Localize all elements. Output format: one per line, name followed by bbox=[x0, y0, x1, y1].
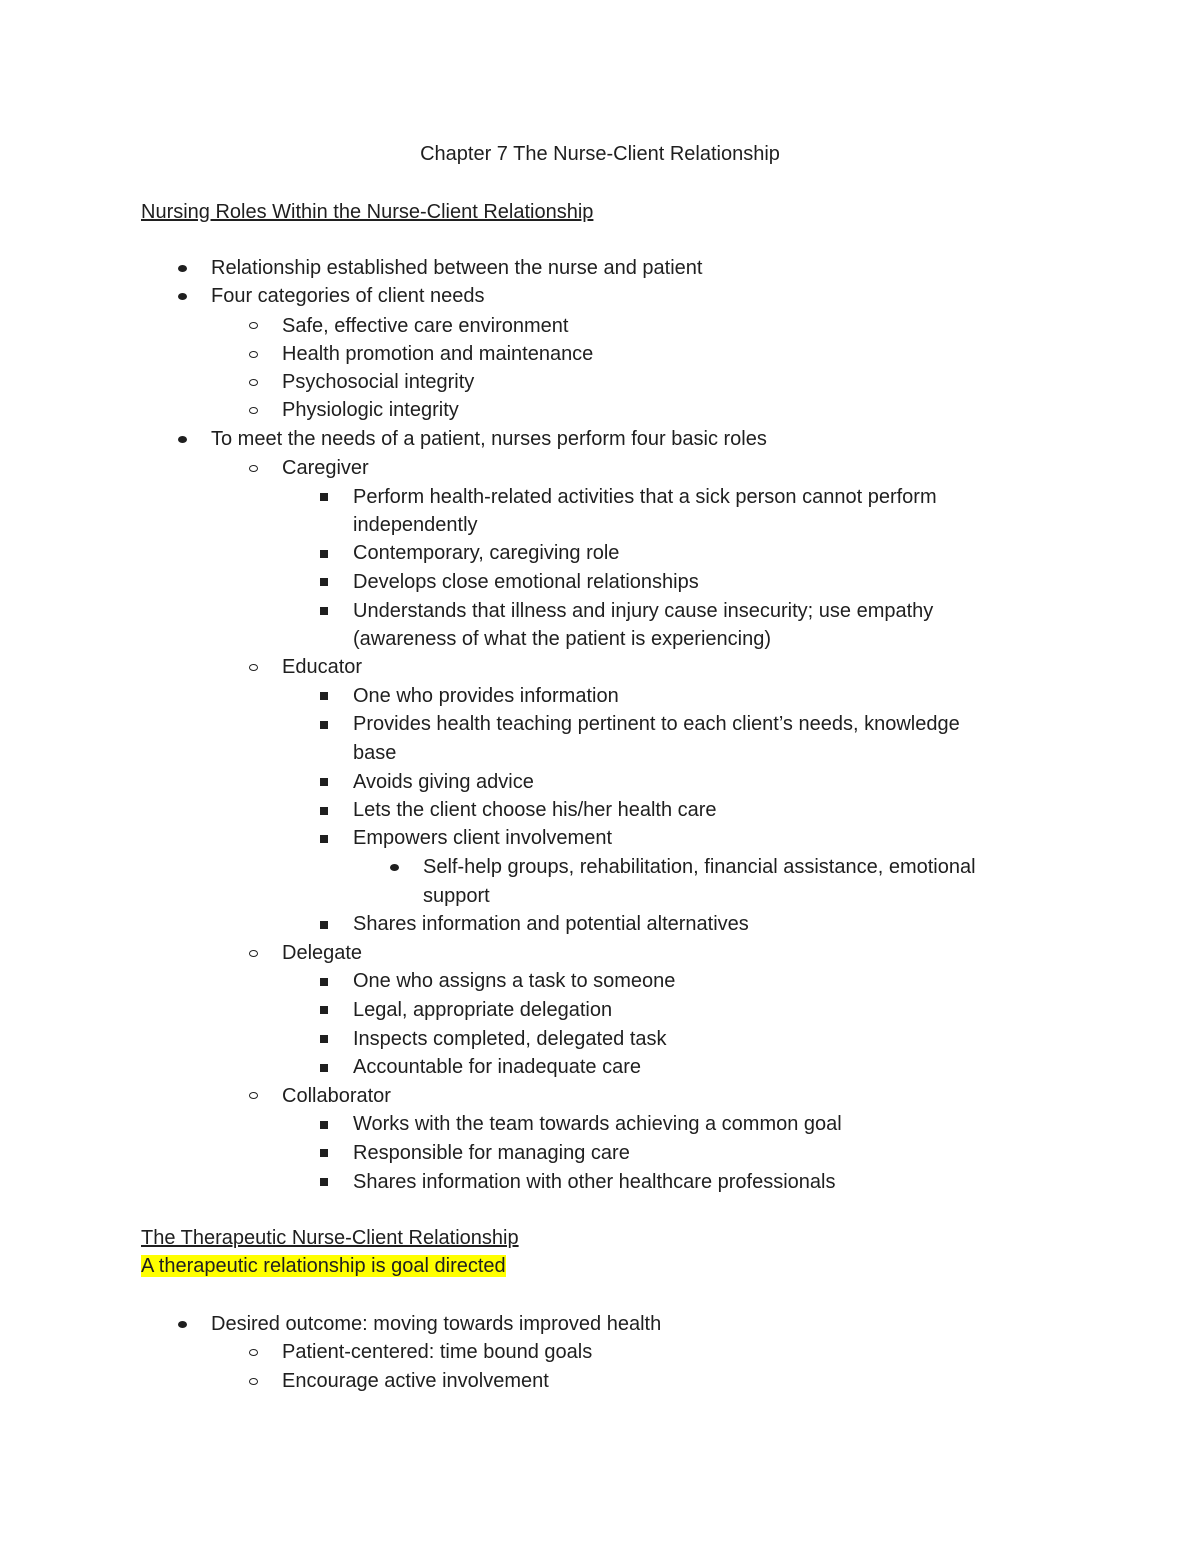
bullet-dot-icon bbox=[178, 436, 187, 443]
bullet-square-icon bbox=[320, 1178, 328, 1186]
bullet-square-icon bbox=[320, 578, 328, 586]
list-item: Patient-centered: time bound goals bbox=[282, 1341, 593, 1363]
bullet-square-icon bbox=[320, 692, 328, 700]
page-title: Chapter 7 The Nurse-Client Relationship bbox=[420, 143, 780, 165]
list-item-continuation: independently bbox=[353, 514, 478, 536]
list-item: Relationship established between the nurse and patient bbox=[211, 257, 703, 279]
highlighted-statement: A therapeutic relationship is goal directed bbox=[141, 1255, 506, 1277]
highlight-line bbox=[141, 1254, 506, 1278]
list-item: Understands that illness and injury cause insecurity; use empathy bbox=[353, 600, 934, 622]
bullet-circle-icon bbox=[249, 1378, 258, 1385]
list-item: Works with the team towards achieving a common goal bbox=[353, 1113, 842, 1135]
list-item: Self-help groups, rehabilitation, financial assistance, emotional bbox=[423, 856, 976, 878]
list-item: Legal, appropriate delegation bbox=[353, 999, 613, 1021]
role-delegate: Delegate bbox=[282, 942, 363, 964]
bullet-square-icon bbox=[320, 807, 328, 815]
list-item: One who assigns a task to someone bbox=[353, 970, 676, 992]
list-item: Contemporary, caregiving role bbox=[353, 542, 620, 564]
bullet-dot-icon bbox=[390, 864, 399, 871]
bullet-circle-icon bbox=[249, 1092, 258, 1099]
bullet-circle-icon bbox=[249, 465, 258, 472]
list-item: Inspects completed, delegated task bbox=[353, 1028, 667, 1050]
role-caregiver: Caregiver bbox=[282, 457, 369, 479]
bullet-square-icon bbox=[320, 1006, 328, 1014]
list-item: Desired outcome: moving towards improved health bbox=[211, 1313, 662, 1335]
list-item: To meet the needs of a patient, nurses perform four basic roles bbox=[211, 428, 767, 450]
section-heading-therapeutic: The Therapeutic Nurse-Client Relationship bbox=[141, 1227, 519, 1249]
list-item: Empowers client involvement bbox=[353, 827, 612, 849]
list-item: Health promotion and maintenance bbox=[282, 343, 594, 365]
bullet-square-icon bbox=[320, 978, 328, 986]
list-item: Perform health-related activities that a sick person cannot perform bbox=[353, 486, 937, 508]
bullet-square-icon bbox=[320, 1064, 328, 1072]
list-item: One who provides information bbox=[353, 685, 619, 707]
list-item-continuation: base bbox=[353, 742, 397, 764]
bullet-square-icon bbox=[320, 550, 328, 558]
bullet-square-icon bbox=[320, 493, 328, 501]
bullet-dot-icon bbox=[178, 1321, 187, 1328]
bullet-dot-icon bbox=[178, 293, 187, 300]
bullet-circle-icon bbox=[249, 1349, 258, 1356]
role-collaborator: Collaborator bbox=[282, 1085, 391, 1107]
list-item-continuation: (awareness of what the patient is experiencing) bbox=[353, 628, 772, 650]
bullet-circle-icon bbox=[249, 322, 258, 329]
list-item: Shares information with other healthcare professionals bbox=[353, 1171, 836, 1193]
list-item: Responsible for managing care bbox=[353, 1142, 630, 1164]
bullet-circle-icon bbox=[249, 950, 258, 957]
list-item-continuation: support bbox=[423, 885, 490, 907]
list-item: Safe, effective care environment bbox=[282, 315, 569, 337]
bullet-square-icon bbox=[320, 835, 328, 843]
bullet-square-icon bbox=[320, 721, 328, 729]
bullet-dot-icon bbox=[178, 265, 187, 272]
bullet-square-icon bbox=[320, 1121, 328, 1129]
bullet-square-icon bbox=[320, 607, 328, 615]
bullet-circle-icon bbox=[249, 664, 258, 671]
list-item: Avoids giving advice bbox=[353, 771, 534, 793]
bullet-square-icon bbox=[320, 778, 328, 786]
bullet-circle-icon bbox=[249, 351, 258, 358]
bullet-square-icon bbox=[320, 921, 328, 929]
role-educator: Educator bbox=[282, 656, 363, 678]
bullet-circle-icon bbox=[249, 379, 258, 386]
list-item: Physiologic integrity bbox=[282, 399, 459, 421]
list-item: Four categories of client needs bbox=[211, 285, 485, 307]
section-heading-nursing-roles: Nursing Roles Within the Nurse-Client Relationship bbox=[141, 201, 594, 223]
list-item: Develops close emotional relationships bbox=[353, 571, 699, 593]
list-item: Shares information and potential alternatives bbox=[353, 913, 749, 935]
list-item: Provides health teaching pertinent to each client’s needs, knowledge bbox=[353, 713, 960, 735]
list-item: Lets the client choose his/her health care bbox=[353, 799, 717, 821]
list-item: Accountable for inadequate care bbox=[353, 1056, 641, 1078]
list-item: Psychosocial integrity bbox=[282, 371, 475, 393]
bullet-circle-icon bbox=[249, 407, 258, 414]
bullet-square-icon bbox=[320, 1035, 328, 1043]
bullet-square-icon bbox=[320, 1149, 328, 1157]
list-item: Encourage active involvement bbox=[282, 1370, 549, 1392]
